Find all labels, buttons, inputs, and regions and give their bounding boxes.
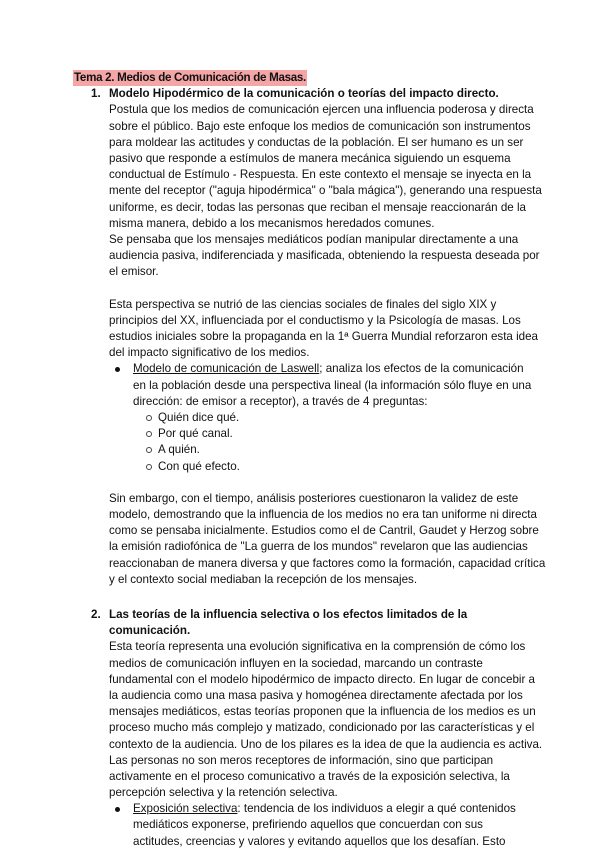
text-line: contexto de la audiencia. Uno de los pilares es la idea de que la audiencia es activa. <box>109 737 543 751</box>
text-line: principios del XX, influenciada por el conductismo y la Psicología de masas. Los <box>109 313 521 327</box>
text-line: y el contexto social mediaban la recepción de los mensajes. <box>109 572 418 586</box>
bullet-text: en la población desde una perspectiva lineal (la información sólo fluye en una <box>133 378 532 392</box>
text-line: activamente en el proceso comunicativo a través de la exposición selectiva, la <box>109 769 510 783</box>
bullet-text: mediáticos exponerse, prefiriendo aquellos que concuerdan con sus <box>133 818 483 832</box>
bullet-exposicion <box>133 801 600 850</box>
paragraph <box>0 102 600 280</box>
text-line: modelo, demostrando que la influencia de los medios no era tan uniforme ni directa <box>109 508 537 522</box>
paragraph <box>0 491 600 588</box>
sub-list-item <box>158 442 600 458</box>
text-line: Sin embargo, con el tiempo, análisis posteriores cuestionaron la validez de este <box>109 491 519 505</box>
text-line: mente del receptor ("aguja hipodérmica" o "bala mágica"), generando una respuesta <box>109 184 542 198</box>
sub-item-text: Con qué efecto. <box>158 459 240 473</box>
circle-bullet-icon <box>146 447 152 453</box>
circle-bullet-icon <box>146 431 152 437</box>
text-line: la emisión radiofónica de "La guerra de los mundos" revelaron que las audiencias <box>109 540 528 554</box>
sub-list <box>0 410 600 475</box>
text-line: Esta teoría representa una evolución significativa en la comprensión de cómo los <box>109 640 526 654</box>
text-line: el emisor. <box>109 265 159 279</box>
section-heading: Las teorías de la influencia selectiva o los efectos limitados de la <box>109 608 468 621</box>
section-2 <box>0 607 600 850</box>
bullet-text: dirección: de emisor a receptor), a través de 4 preguntas: <box>133 394 428 408</box>
text-line: Se pensaba que los mensajes mediáticos podían manipular directamente a una <box>109 232 519 246</box>
text-line: del impacto significativo de los medios. <box>109 346 310 360</box>
bullet-icon <box>115 367 120 372</box>
sub-list-item <box>158 459 600 475</box>
text-line: estudios iniciales sobre la propaganda en la 1ª Guerra Mundial reforzaron esta idea <box>109 330 539 343</box>
text-line: misma manera, debido a los mecanismos heredados comunes. <box>109 216 435 230</box>
bullet-text: : tendencia de los individuos a elegir a qué contenidos <box>237 802 516 816</box>
section-number: 2. <box>91 608 101 621</box>
text-line: conductual de Estímulo - Respuesta. En este contexto el mensaje se inyecta en la <box>109 168 532 182</box>
bullet-text: actitudes, creencias y valores y evitando aquellos que los desafían. Esto <box>133 834 506 848</box>
document-page <box>0 70 600 850</box>
text-line: reaccionaban de manera diversa y que factores como la formación, capacidad crítica <box>109 556 546 570</box>
sub-list-item <box>158 410 600 426</box>
text-line: uniforme, es decir, todas las personas que reciban el mensaje reaccionarán de la <box>109 200 526 214</box>
sub-item-text: A quién. <box>158 443 200 457</box>
section-heading: Modelo Hipodérmico de la comunicación o teorías del impacto directo. <box>109 87 499 101</box>
text-line: mensajes mediáticos, estas teorías proponen que la influencia de los medios es un <box>109 705 536 719</box>
circle-bullet-icon <box>146 464 152 470</box>
text-line: proceso mucho más complejo y matizado, condicionado por las características y el <box>109 721 535 735</box>
text-line: Las personas no son meros receptores de información, sino que participan <box>109 753 494 767</box>
circle-bullet-icon <box>146 415 152 421</box>
text-line: Esta perspectiva se nutrió de las ciencias sociales de finales del siglo XIX y <box>109 297 497 311</box>
document-title: Tema 2. Medios de Comunicación de Masas. <box>73 70 307 86</box>
text-line: Postula que los medios de comunicación ejercen una influencia poderosa y directa <box>109 103 534 117</box>
paragraph <box>0 297 600 362</box>
bullet-text: ; analiza los efectos de la comunicación <box>319 362 524 376</box>
text-line: audiencia pasiva, indiferenciada y masificada, obteniendo la respuesta deseada por <box>109 249 540 263</box>
sub-item-text: Quién dice qué. <box>158 410 240 424</box>
text-line: pasivo que responde a estímulos de manera mecánica siguiendo un esquema <box>109 151 511 165</box>
text-line: la audiencia como una masa pasiva y homogénea directamente afectada por los <box>109 688 523 702</box>
sub-list-item <box>158 426 600 442</box>
text-line: fundamental con el modelo hipodérmico de impacto directo. En lugar de concebir a <box>109 672 535 686</box>
text-line: para moldear las actitudes y conductas de la población. El ser humano es un ser <box>109 135 524 149</box>
text-line: percepción selectiva y la retención selectiva. <box>109 786 338 800</box>
section-number: 1. <box>91 87 101 101</box>
bullet-term: Exposición selectiva <box>133 802 238 816</box>
sub-item-text: Por qué canal. <box>158 427 233 441</box>
bullet-laswell <box>133 361 600 410</box>
text-line: medios de comunicación influyen en la sociedad, marcando un contraste <box>109 656 483 670</box>
paragraph <box>0 639 600 801</box>
text-line: como se pensaba inicialmente. Estudios como el de Cantril, Gaudet y Herzog sobre <box>109 524 539 538</box>
bullet-icon <box>115 807 120 812</box>
bullet-term: Modelo de comunicación de Laswell <box>133 362 320 376</box>
section-1 <box>0 86 600 588</box>
section-heading: comunicación. <box>109 624 191 638</box>
text-line: sobre el público. Bajo este enfoque los medios de comunicación son instrumentos <box>109 119 531 133</box>
